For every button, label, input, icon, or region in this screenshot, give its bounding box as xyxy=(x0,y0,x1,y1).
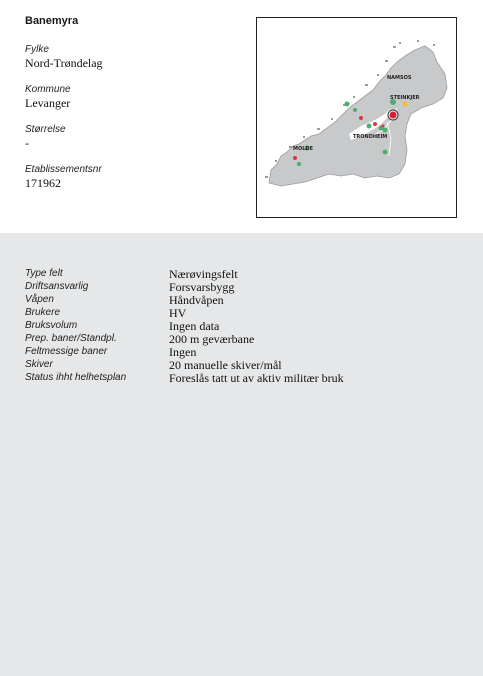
map-label-molde: MOLDE xyxy=(293,146,313,152)
attr-value: Håndvåpen xyxy=(169,293,224,307)
attr-key: Skiver xyxy=(25,359,53,370)
attr-key: Status ihht helhetsplan xyxy=(25,372,127,383)
marker-green xyxy=(383,128,388,133)
attr-value: Ingen data xyxy=(169,319,220,333)
field-label-fylke: Fylke xyxy=(25,44,49,55)
marker-red xyxy=(373,122,377,126)
attr-value: HV xyxy=(169,306,187,320)
attr-key: Feltmessige baner xyxy=(25,346,108,357)
attr-row-vapen xyxy=(25,294,465,307)
field-label-kommune: Kommune xyxy=(25,84,71,95)
field-value-kommune: Levanger xyxy=(25,96,71,110)
attr-key: Type felt xyxy=(25,268,63,279)
attr-row-status xyxy=(25,372,465,385)
marker-red xyxy=(359,116,363,120)
attr-value: 20 manuelle skiver/mål xyxy=(169,358,282,372)
attr-key: Prep. baner/Standpl. xyxy=(25,333,117,344)
field-value-fylke: Nord-Trøndelag xyxy=(25,56,103,70)
attr-row-prep-baner xyxy=(25,333,465,346)
attr-row-type-felt xyxy=(25,268,465,281)
attr-value: Forsvarsbygg xyxy=(169,280,235,294)
attr-value: Foreslås tatt ut av aktiv militær bruk xyxy=(169,371,344,385)
marker-green xyxy=(353,108,357,112)
current-location-marker xyxy=(388,110,398,120)
map-land xyxy=(269,46,447,186)
marker-green xyxy=(367,124,372,129)
field-label-etablissementsnr: Etablissementsnr xyxy=(25,164,102,175)
marker-green xyxy=(383,150,388,155)
attr-row-driftsansvarlig xyxy=(25,281,465,294)
map-label-trondheim: TRONDHEIM xyxy=(353,134,388,140)
field-label-storrelse: Størrelse xyxy=(25,124,66,135)
marker-red xyxy=(293,156,297,160)
field-value-storrelse: - xyxy=(25,136,29,150)
attributes-table xyxy=(25,268,465,385)
attr-value: Ingen xyxy=(169,345,197,359)
location-map xyxy=(256,17,457,218)
attr-key: Våpen xyxy=(25,294,54,305)
marker-green xyxy=(345,102,350,107)
header-panel xyxy=(0,0,483,233)
attr-key: Bruksvolum xyxy=(25,320,78,331)
attr-value: 200 m geværbane xyxy=(169,332,255,346)
attr-value: Nærøvingsfelt xyxy=(169,267,238,281)
marker-green xyxy=(297,162,301,166)
attr-key: Driftsansvarlig xyxy=(25,281,89,292)
map-graphic xyxy=(257,18,456,217)
map-label-steinkjer: STEINKJER xyxy=(390,95,420,101)
map-label-namsos: NAMSOS xyxy=(387,75,412,81)
attr-row-brukere xyxy=(25,307,465,320)
marker-red xyxy=(382,125,385,128)
field-value-etablissementsnr: 171962 xyxy=(25,176,61,190)
marker-yellow xyxy=(403,102,408,107)
attr-key: Brukere xyxy=(25,307,61,318)
page-title: Banemyra xyxy=(25,15,79,27)
